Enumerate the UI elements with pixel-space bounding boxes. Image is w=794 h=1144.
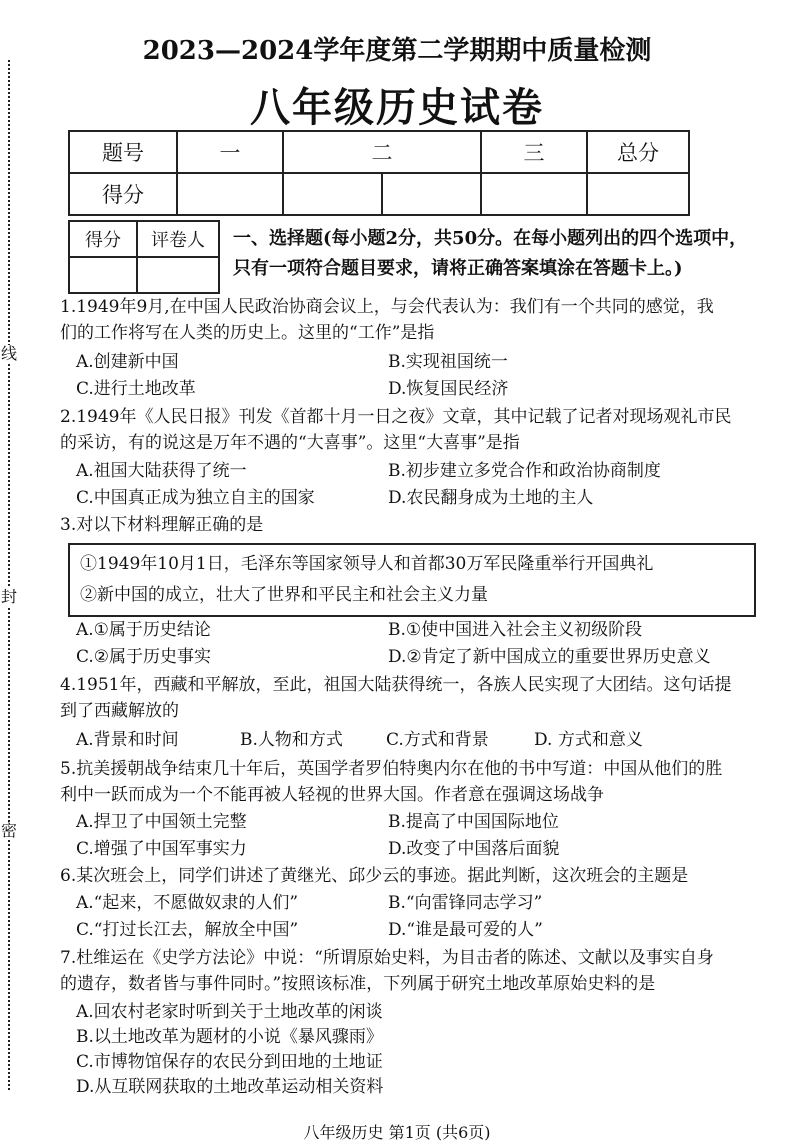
score-blank-cell[interactable] (283, 173, 382, 215)
binding-char-mi: 密 (0, 821, 17, 840)
question-3-option-b[interactable]: B.①使中国进入社会主义初级阶段 (388, 620, 643, 640)
grader-score-label: 得分 (69, 221, 137, 257)
score-table-cell: 总分 (587, 131, 689, 173)
question-6-option-a[interactable]: A.“起来，不愿做奴隶的人们” (76, 893, 299, 913)
material-line-2: ②新中国的成立，壮大了世界和平民主和社会主义力量 (80, 585, 488, 605)
score-blank-cell[interactable] (177, 173, 283, 215)
question-5-option-c[interactable]: C.增强了中国军事实力 (76, 839, 247, 859)
binding-char-xian: 线 (0, 344, 17, 363)
question-3-option-c[interactable]: C.②属于历史事实 (76, 647, 212, 667)
score-table-cell: 一 (177, 131, 283, 173)
question-2-option-d[interactable]: D.农民翻身成为土地的主人 (388, 488, 594, 508)
score-blank-cell[interactable] (481, 173, 587, 215)
score-table-cell: 三 (481, 131, 587, 173)
question-4-option-c[interactable]: C.方式和背景 (386, 730, 489, 750)
question-3-stem (60, 512, 778, 538)
exam-title: 八年级历史试卷 (250, 84, 544, 131)
question-1-option-d[interactable]: D.恢复国民经济 (388, 379, 509, 399)
question-6-option-d[interactable]: D.“谁是最可爱的人” (388, 920, 543, 940)
question-7-option-b[interactable]: B.以土地改革为题材的小说《暴风骤雨》 (76, 1027, 383, 1047)
question-2-option-c[interactable]: C.中国真正成为独立自主的国家 (76, 488, 315, 508)
question-4-stem (60, 672, 778, 724)
page-footer: 八年级历史 第1页 (共6页) (303, 1123, 491, 1142)
score-table-header-row (69, 131, 689, 173)
question-1-option-c[interactable]: C.进行土地改革 (76, 379, 196, 399)
exam-subtitle: 2023—2024学年度第二学期期中质量检测 (142, 36, 652, 66)
question-6-stem (60, 863, 778, 889)
grader-name-label: 评卷人 (137, 221, 219, 257)
question-5-option-d[interactable]: D.改变了中国落后面貌 (388, 839, 560, 859)
question-7-option-a[interactable]: A.回农村老家时听到关于土地改革的闲谈 (76, 1002, 383, 1022)
binding-line (8, 60, 10, 1090)
grader-table-header-row (69, 221, 219, 257)
binding-char-feng: 封 (0, 587, 17, 606)
question-6-option-c[interactable]: C.“打过长江去，解放全中国” (76, 920, 299, 940)
question-4-option-b[interactable]: B.人物和方式 (240, 730, 343, 750)
stem-line: 5.抗美援朝战争结束几十年后，英国学者罗伯特奥内尔在他的书中写道：中国从他们的胜 (60, 759, 723, 779)
score-table-cell: 二 (283, 131, 481, 173)
stem-line: 利中一跃而成为一个不能再被人轻视的世界大国。作者意在强调这场战争 (60, 785, 604, 805)
stem-line: 4.1951年，西藏和平解放，至此，祖国大陆获得统一，各族人民实现了大团结。这句话提 (60, 675, 732, 695)
score-table-cell: 题号 (69, 131, 177, 173)
material-line-1: ①1949年10月1日，毛泽东等国家领导人和首都30万军民隆重举行开国典礼 (80, 554, 654, 574)
question-4-option-d[interactable]: D. 方式和意义 (534, 730, 643, 750)
stem-line: 1.1949年9月,在中国人民政治协商会议上，与会代表认为：我们有一个共同的感觉，我 (60, 297, 714, 317)
question-5-stem (60, 756, 778, 808)
score-blank-cell[interactable] (587, 173, 689, 215)
question-7-stem (60, 945, 778, 997)
question-5-option-b[interactable]: B.提高了中国国际地位 (388, 812, 559, 832)
stem-line: 的遗存，数者皆与事件同时。”按照该标准，下列属于研究土地改革原始史料的是 (60, 974, 656, 994)
score-table-score-row (69, 173, 689, 215)
question-1-stem (60, 294, 778, 346)
score-table-cell: 得分 (69, 173, 177, 215)
stem-line: 2.1949年《人民日报》刊发《首都十月一日之夜》文章，其中记载了记者对现场观礼市民 (60, 407, 732, 427)
stem-line: 3.对以下材料理解正确的是 (60, 515, 264, 535)
question-7-option-c[interactable]: C.市博物馆保存的农民分到田地的土地证 (76, 1052, 383, 1072)
stem-line: 到了西藏解放的 (60, 701, 179, 721)
question-2-option-b[interactable]: B.初步建立多党合作和政治协商制度 (388, 461, 661, 481)
question-1-option-a[interactable]: A.创建新中国 (76, 352, 179, 372)
score-table (68, 130, 690, 216)
stem-line: 6.某次班会上，同学们讲述了黄继光、邱少云的事迹。据此判断，这次班会的主题是 (60, 866, 689, 886)
section-instructions (233, 224, 773, 284)
question-5-option-a[interactable]: A.捍卫了中国领土完整 (76, 812, 247, 832)
grader-table-blank-row (69, 257, 219, 293)
score-blank-cell[interactable] (382, 173, 481, 215)
grader-table (68, 220, 220, 294)
question-2-option-a[interactable]: A.祖国大陆获得了统一 (76, 461, 247, 481)
section-line: 一、选择题(每小题2分，共50分。在每小题列出的四个选项中， (233, 228, 748, 249)
section-line: 只有一项符合题目要求，请将正确答案填涂在答题卡上。) (233, 258, 683, 279)
stem-line: 们的工作将写在人类的历史上。这里的“工作”是指 (60, 323, 435, 343)
question-3-option-a[interactable]: A.①属于历史结论 (76, 620, 211, 640)
stem-line: 的采访，有的说这是万年不遇的“大喜事”。这里“大喜事”是指 (60, 433, 520, 453)
question-7-option-d[interactable]: D.从互联网获取的土地改革运动相关资料 (76, 1077, 384, 1097)
stem-line: 7.杜维运在《史学方法论》中说：“所谓原始史料，为目击者的陈述、文献以及事实自身 (60, 948, 714, 968)
question-2-stem (60, 404, 778, 456)
grader-score-blank[interactable] (69, 257, 137, 293)
question-1-option-b[interactable]: B.实现祖国统一 (388, 352, 508, 372)
question-6-option-b[interactable]: B.“向雷锋同志学习” (388, 893, 543, 913)
question-3-option-d[interactable]: D.②肯定了新中国成立的重要世界历史意义 (388, 647, 711, 667)
grader-name-blank[interactable] (137, 257, 219, 293)
question-4-option-a[interactable]: A.背景和时间 (76, 730, 179, 750)
